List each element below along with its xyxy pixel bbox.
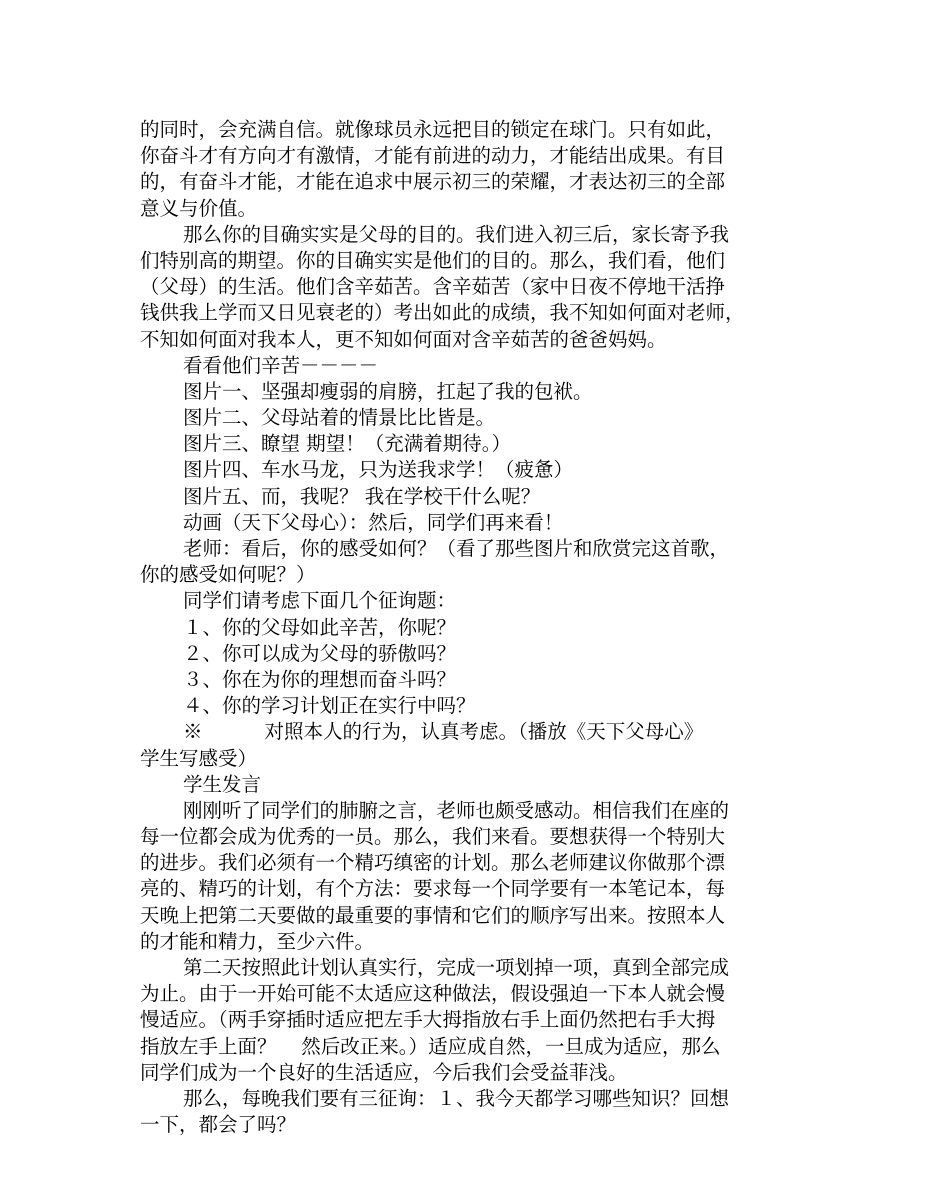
paragraph-first-line: 看看他们辛苦－－－－	[183, 353, 379, 377]
text-line: 的同时，会充满自信。就像球员永远把目的锁定在球门。只有如此，	[140, 118, 726, 141]
text-line: 钱供我上学而又日见衰老的）考出如此的成绩，我不知如何面对老师，	[140, 301, 745, 325]
text-line: 慢适应。（两手穿插时适应把左手大拇指放右手上面仍然把右手大拇	[140, 1008, 716, 1032]
paragraph-first-line: 刚刚听了同学们的肺腑之言，老师也颇受感动。相信我们在座的	[183, 798, 730, 822]
text-line: 你奋斗才有方向才有激情，才能有前进的动力，才能结出成果。有目	[140, 144, 726, 168]
text-line: 同学们成为一个良好的生活适应，今后我们会受益菲浅。	[140, 1060, 628, 1084]
text-line: 不知如何面对我本人，更不知如何面对含辛茹苦的爸爸妈妈。	[140, 327, 667, 351]
paragraph-first-line: 图片五、而，我呢？ 我在学校干什么呢？	[183, 484, 541, 508]
paragraph-first-line: 图片三、瞭望 期望！（充满着期待。）	[183, 432, 511, 456]
paragraph-first-line: 图片四、车水马龙，只为送我求学！（疲惫）	[183, 458, 574, 482]
paragraph-first-line: ３、你在为你的理想而奋斗吗？	[183, 667, 457, 691]
text-line: 一下，都会了吗？	[140, 1113, 297, 1137]
paragraph-first-line: 图片二、父母站着的情景比比皆是。	[183, 406, 496, 430]
paragraph-first-line: 那么你的目确实实是父母的目的。我们进入初三后，家长寄予我	[183, 222, 730, 246]
text-line: 你的感受如何呢？）	[140, 563, 316, 587]
text-line: 们特别高的期望。你的目确实实是他们的目的。那么，我们看，他们	[140, 248, 726, 272]
paragraph-first-line: 学生发言	[183, 772, 262, 796]
text-line: 的，有奋斗才能，才能在追求中展示初三的荣耀，才表达初三的全部	[140, 170, 726, 194]
paragraph-first-line: ４、你的学习计划正在实行中吗？	[183, 694, 476, 718]
paragraph-first-line: 老师：看后，你的感受如何？（看了那些图片和欣赏完这首歌，	[183, 537, 730, 560]
text-line: 每一位都会成为优秀的一员。那么，我们来看。要想获得一个特别大	[140, 825, 726, 849]
text-line: 亮的、精巧的计划，有个方法：要求每一个同学要有一本笔记本，每	[140, 877, 726, 901]
text-line: 的进步。我们必须有一个精巧缜密的计划。那么老师建议你做那个漂	[140, 851, 726, 875]
paragraph-first-line: ※ 对照本人的行为，认真考虑。（播放《天下父母心》	[183, 720, 704, 744]
text-line: 指放左手上面？ 然后改正来。）适应成自然，一旦成为适应，那么	[140, 1034, 721, 1058]
text-line: 天晚上把第二天要做的最重要的事情和它们的顺序写出来。按照本人	[140, 903, 726, 927]
paragraph-first-line: １、你的父母如此辛苦，你呢？	[183, 615, 457, 639]
text-line: （父母）的生活。他们含辛茹苦。含辛茹苦（家中日夜不停地干活挣	[140, 275, 726, 299]
text-line: 的才能和精力，至少六件。	[140, 929, 375, 953]
paragraph-first-line: 那么，每晚我们要有三征询：１、我今天都学习哪些知识？回想	[183, 1086, 730, 1110]
paragraph-first-line: 第二天按照此计划认真实行，完成一项划掉一项，真到全部完成	[183, 956, 730, 979]
text-line: 为止。由于一开始可能不太适应这种做法，假设强迫一下本人就会慢	[140, 982, 726, 1006]
text-line: 学生写感受）	[140, 746, 258, 770]
paragraph-first-line: 图片一、坚强却瘦弱的肩膀，扛起了我的包袱。	[183, 379, 593, 403]
paragraph-first-line: ２、你可以成为父母的骄傲吗？	[183, 641, 457, 665]
document-body	[140, 117, 830, 1138]
paragraph-first-line: 动画（天下父母心）：然后，同学们再来看！	[183, 510, 564, 534]
text-line: 意义与价值。	[140, 196, 258, 220]
paragraph-first-line: 同学们请考虑下面几个征询题：	[183, 589, 457, 613]
